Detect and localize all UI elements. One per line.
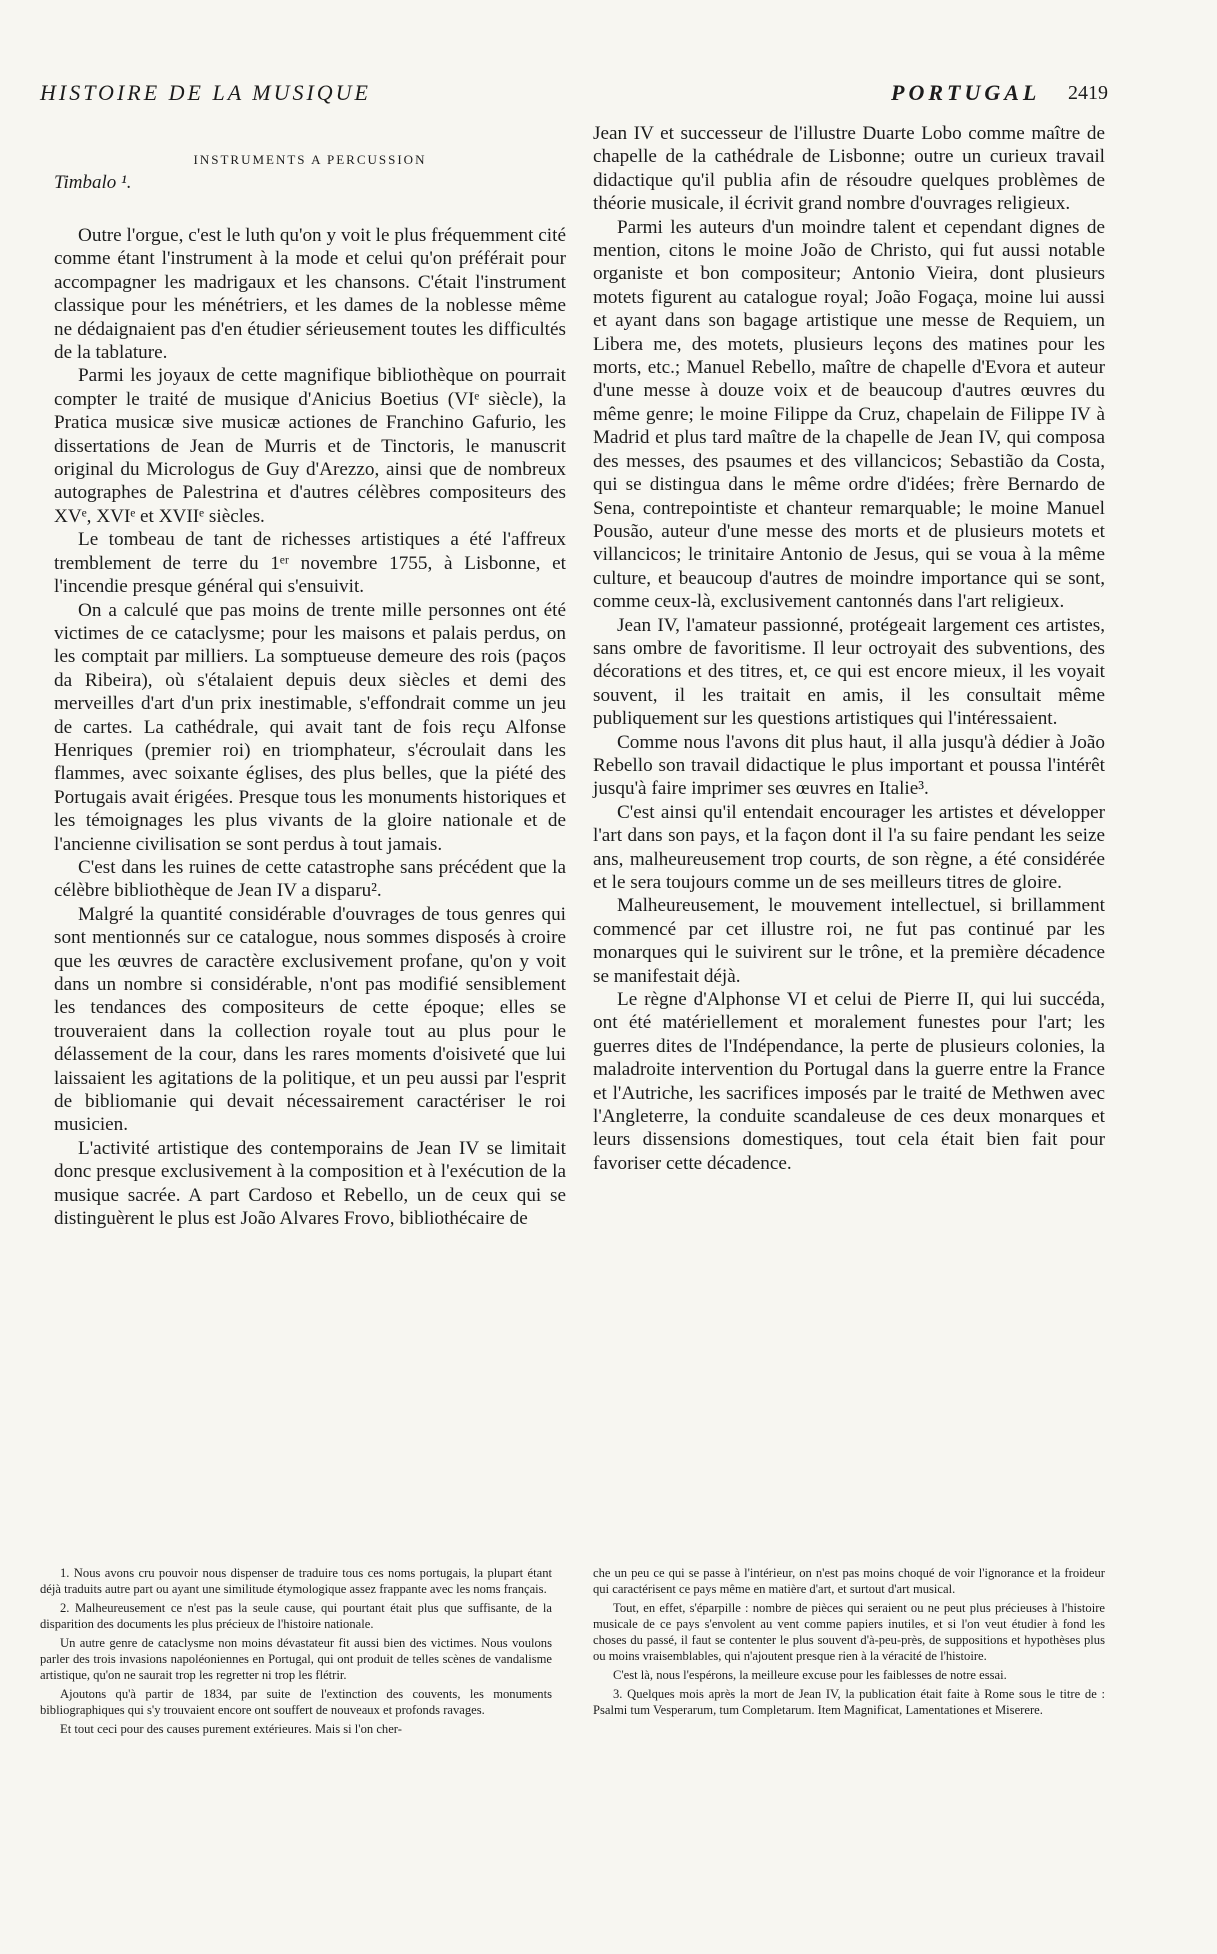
footnotes-right — [593, 1565, 1105, 1721]
section-subheading: Timbalo ¹. — [54, 172, 132, 193]
paragraph: Malgré la quantité considérable d'ouvrages de tous genres qui sont mentionnés sur ce catalogue, nous sommes disposés à croire que les œuvres de caractère exclusivement profane, qu'on y voit dans un nombre si considérable, n'ont pas modifié sensiblement les tendances des compositeurs de cette époque; elles se trouveraient dans la collection royale tout au plus pour le délassement de la cour, dans les rares moments d'oisiveté que lui laissaient les agitations de la politique, et un peu aussi par l'esprit de bibliomanie qui devait nécessairement caractériser le roi musicien. — [54, 903, 566, 1136]
paragraph: Malheureusement, le mouvement intellectuel, si brillamment commencé par cet illustre roi, ne fut pas continué par les monarques qui le suivirent sur le trône, et la première décadence se manifestait déjà. — [593, 895, 1105, 987]
paragraph: Le tombeau de tant de richesses artistiques a été l'affreux tremblement de terre du 1ᵉʳ novembre 1755, à Lisbonne, et l'incendie presque général qui s'ensuivit. — [54, 529, 566, 598]
footnote: che un peu ce qui se passe à l'intérieur, on n'est pas moins choqué de voir l'ignorance et la froideur qui caractérisent ce pays même en matière d'art, et surtout d'art musical. — [593, 1566, 1105, 1596]
running-header-right: PORTUGAL — [891, 80, 1041, 105]
paragraph: C'est ainsi qu'il entendait encourager les artistes et développer l'art dans son pays, et la façon dont il l'a su faire pendant les seize ans, malheureusement trop courts, de son règne, a été considérée et le sera toujours comme un de ses meilleurs titres de gloire. — [593, 801, 1105, 893]
footnote: C'est là, nous l'espérons, la meilleure excuse pour les faiblesses de notre essai. — [613, 1668, 1007, 1682]
running-header-left: HISTOIRE DE LA MUSIQUE — [40, 80, 371, 105]
page-number: 2419 — [1068, 82, 1108, 104]
paragraph: On a calculé que pas moins de trente mille personnes ont été victimes de ce cataclysme; pour les maisons et palais perdus, on les comptait par milliers. La somptueuse demeure des rois (paços da Ribeira), où s'étalaient depuis deux siècles et demi des merveilles d'art d'un prix inestimable, s'effondrait comme un jeu de cartes. La cathédrale, qui avait tant de fois reçu Alfonse Henriques (premier roi) en triomphateur, s'écroulait dans les flammes, avec soixante églises, des plus belles, que la piété des Portugais avait érigées. Presque tous les monuments historiques et les témoignages les plus vivants de la gloire nationale et de l'ancienne civilisation se sont perdus à tout jamais. — [54, 599, 566, 855]
paragraph: Le règne d'Alphonse VI et celui de Pierre II, qui lui succéda, ont été matériellement et moralement funestes pour l'art; les guerres dites de l'Indépendance, la perte de plusieurs colonies, la maladroite intervention du Portugal dans la guerre entre la France et l'Autriche, les sacrifices imposés par le traité de Methwen avec l'Angleterre, la conduite scandaleuse de ces deux monarques et leurs dissensions domestiques, tout cela était bien fait pour favoriser cette décadence. — [593, 989, 1105, 1174]
footnote: Et tout ceci pour des causes purement extérieures. Mais si l'on cher- — [60, 1722, 402, 1736]
section-heading: INSTRUMENTS A PERCUSSION — [193, 152, 427, 167]
footnote: Tout, en effet, s'éparpille : nombre de pièces qui seraient ou ne peut plus précieuses à l'histoire musicale de ce pays s'envolent au vent comme papiers inutiles, et si l'on veut étudier à fond les choses du passé, il faut se contenter le plus souvent d'à-peu-près, de suppositions et hypothèses plus ou moins vraisemblables, qui n'ajoutent presque rien à la véracité de l'histoire. — [593, 1601, 1105, 1663]
left-column — [54, 146, 566, 1230]
footnote: 2. Malheureusement ce n'est pas la seule cause, qui pourtant était plus que suffisante, de la disparition des documents les plus précieux de l'histoire nationale. — [40, 1601, 552, 1631]
footnote: 1. Nous avons cru pouvoir nous dispenser de traduire tous ces noms portugais, la plupart étant déjà traduits autre part ou ayant une similitude étymologique assez frappante avec les noms français. — [40, 1566, 552, 1596]
paragraph: Parmi les joyaux de cette magnifique bibliothèque on pourrait compter le traité de musique d'Anicius Boetius (VIᵉ siècle), la Pratica musicæ sive musicæ actiones de Franchino Gafurio, les dissertations de Jean de Murris et de Tinctoris, le manuscrit original du Micrologus de Guy d'Arezzo, ainsi que de nombreux autographes de Palestrina et d'autres célèbres compositeurs des XVᵉ, XVIᵉ et XVIIᵉ siècles. — [54, 365, 566, 527]
footnote: Ajoutons qu'à partir de 1834, par suite de l'extinction des couvents, les monuments bibliographiques qui s'y trouvaient encore ont souffert de nouveaux et profonds ravages. — [40, 1687, 552, 1717]
footnote: 3. Quelques mois après la mort de Jean IV, la publication était faite à Rome sous le titre de : Psalmi tum Vesperarum, tum Completarum. Item Magnificat, Lamentationes et Miserere. — [593, 1687, 1105, 1717]
paragraph: Jean IV, l'amateur passionné, protégeait largement ces artistes, sans ombre de favoritisme. Il leur octroyait des subventions, des décorations et des titres, et, ce qui est encore mieux, il les voyait souvent, il les traitait en amis, il les consultait même publiquement sur les questions artistiques qui l'intéressaient. — [593, 614, 1105, 730]
paragraph: Comme nous l'avons dit plus haut, il alla jusqu'à dédier à João Rebello son travail didactique le plus important et poussa l'intérêt jusqu'à faire imprimer ses œuvres en Italie³. — [593, 731, 1105, 800]
footnote: Un autre genre de cataclysme non moins dévastateur fit aussi bien des victimes. Nous voulons parler des trois invasions napoléoniennes en Portugal, qui ont produit de telles scènes de vandalisme artistique, qu'on ne saurait trop les regretter ni trop les flétrir. — [40, 1636, 552, 1682]
paragraph: Outre l'orgue, c'est le luth qu'on y voit le plus fréquemment cité comme étant l'instrument à la mode et celui qu'on préférait pour accompagner les madrigaux et les chansons. C'était l'instrument classique pour les ménétriers, et les dames de la noblesse même ne dédaignaient pas d'en étudier sérieusement toutes les difficultés de la tablature. — [54, 225, 566, 364]
right-column — [593, 122, 1105, 1175]
footnotes-left — [40, 1565, 552, 1740]
paragraph: C'est dans les ruines de cette catastrophe sans précédent que la célèbre bibliothèque de Jean IV a disparu². — [54, 856, 566, 902]
paragraph: Parmi les auteurs d'un moindre talent et cependant dignes de mention, citons le moine João de Christo, qui fut aussi notable organiste et bon compositeur; Antonio Vieira, dont plusieurs motets figurent au catalogue royal; João Fogaça, moine lui aussi et ayant dans son bagage artistique une messe de Requiem, un Libera me, des motets, plusieurs leçons des matines pour les morts, etc.; Manuel Rebello, maître de chapelle d'Evora et auteur d'une messe à douze voix et de beaucoup d'autres œuvres du même genre; le moine Filippe da Cruz, chapelain de Filippe IV à Madrid et plus tard maître de la chapelle de Jean IV, qui composa des messes, des psaumes et des villancicos; Sebastião da Costa, qui se distingua dans le même ordre d'idées; frère Bernardo de Sena, contrepointiste et chanteur remarquable; le moine Manuel Pousão, auteur d'une messe des morts et de plusieurs motets et villancicos; le trinitaire Antonio de Jesus, qui se voua à la même culture, et beaucoup d'autres de moindre importance qui se sont, comme ceux-là, exclusivement cantonnés dans l'art religieux. — [593, 216, 1105, 613]
paragraph: L'activité artistique des contemporains de Jean IV se limitait donc presque exclusivement à la composition et à l'exécution de la musique sacrée. A part Cardoso et Rebello, un de ceux qui se distinguèrent le plus est João Alvares Frovo, bibliothécaire de — [54, 1137, 566, 1230]
paragraph: Jean IV et successeur de l'illustre Duarte Lobo comme maître de chapelle de la cathédrale de Lisbonne; outre un curieux travail didactique qu'il publia afin de résoudre quelques problèmes de théorie musicale, il écrivit grand nombre d'ouvrages religieux. — [593, 123, 1105, 215]
